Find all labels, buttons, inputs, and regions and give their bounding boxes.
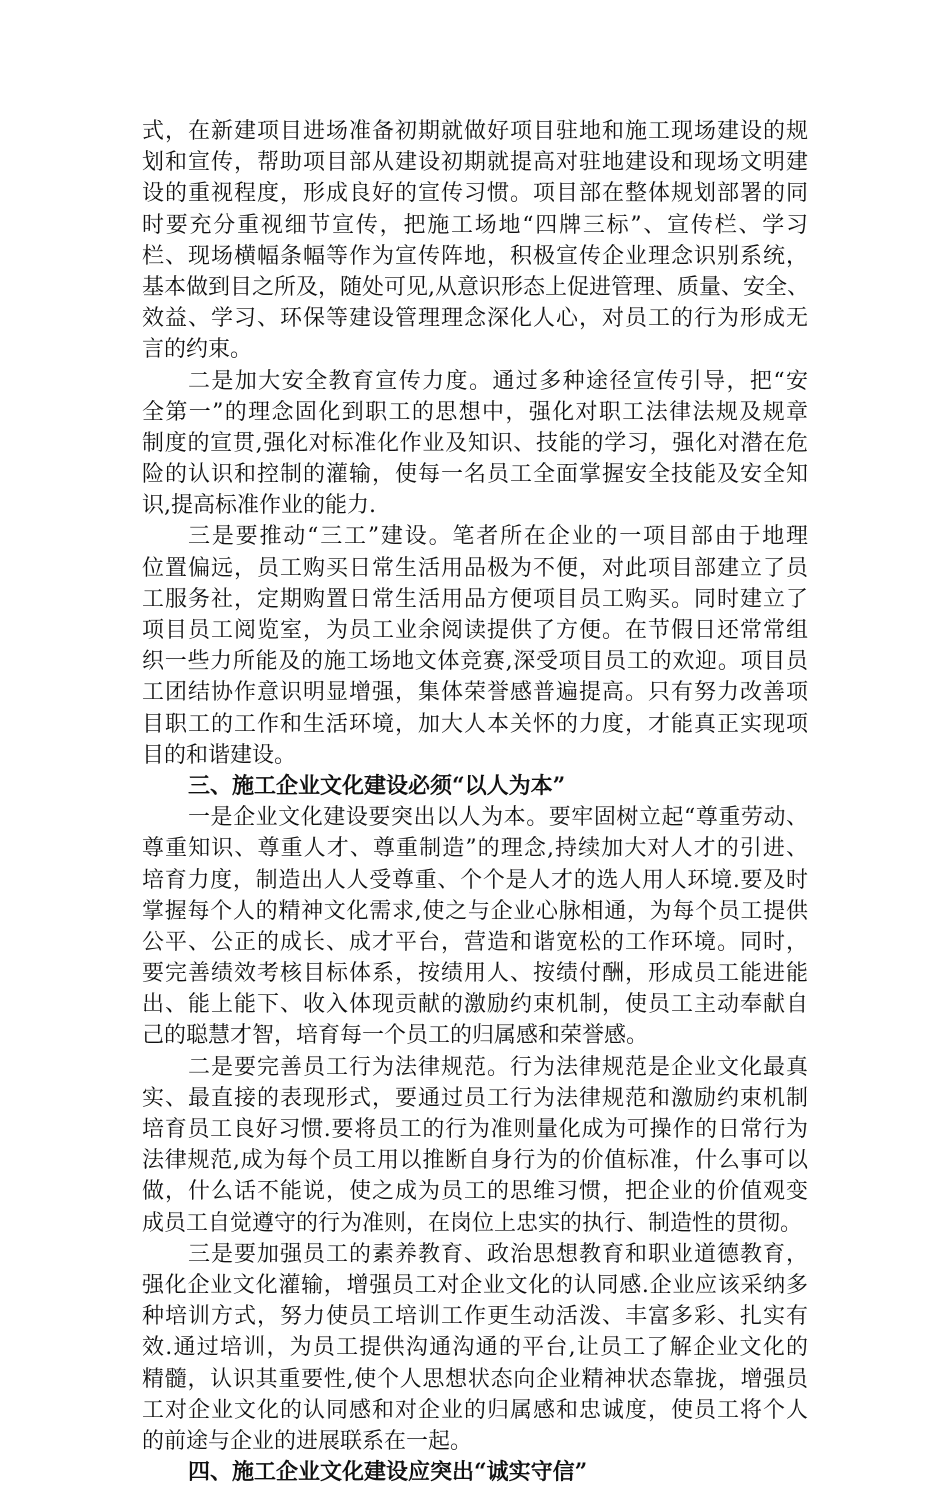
text-line: 栏、现场横幅条幅等作为宣传阵地，积极宣传企业理念识别系统， (142, 243, 808, 269)
section-heading (142, 771, 808, 802)
text-line: 织一些力所能及的施工场地文体竞赛,深受项目员工的欢迎。项目员 (142, 649, 808, 675)
document-page (142, 116, 808, 1488)
text-line: 项目员工阅览室，为员工业余阅读提供了方便。在节假日还常常组 (142, 618, 808, 643)
text-line: 工对企业文化的认同感和对企业的归属感和忠诚度，使员工将个人 (142, 1397, 808, 1423)
text-line: 实、最直接的表现形式，要通过员工行为法律规范和激励约束机制 (142, 1085, 808, 1111)
text-line: 基本做到目之所及，随处可见,从意识形态上促进管理、质量、安全、 (142, 274, 809, 300)
paragraph (142, 1239, 808, 1457)
text-line: 三是要加强员工的素养教育、政治思想教育和职业道德教育， (188, 1241, 808, 1267)
text-line: 一是企业文化建设要突出以人为本。要牢固树立起“尊重劳动、 (188, 805, 808, 831)
text-line: 目职工的工作和生活环境，加大人本关怀的力度，才能真正实现项 (142, 711, 808, 737)
text-line: 精髓，认识其重要性,使个人思想状态向企业精神状态靠拢，增强员 (142, 1366, 808, 1392)
text-line: 目的和谐建设。 (142, 742, 297, 768)
text-line: 法律规范,成为每个员工用以推断自身行为的价值标准，什么事可以 (142, 1148, 808, 1174)
paragraph (142, 521, 808, 771)
text-line: 二是加大安全教育宣传力度。通过多种途径宣传引导，把“安 (188, 368, 808, 394)
text-line: 三是要推动“三工”建设。笔者所在企业的一项目部由于地理 (188, 524, 808, 550)
text-line: 公平、公正的成长、成才平台，营造和谐宽松的工作环境。同时， (142, 929, 808, 955)
text-line: 工团结协作意识明显增强，集体荣誉感普遍提高。只有努力改善项 (142, 680, 808, 706)
text-line: 言的约束。 (142, 337, 253, 363)
text-line: 要完善绩效考核目标体系，按绩用人、按绩付酬，形成员工能进能 (142, 961, 808, 987)
text-line: 设的重视程度，形成良好的宣传习惯。项目部在整体规划部署的同 (142, 181, 808, 207)
heading-text: 四、施工企业文化建设应突出“诚实守信” (188, 1459, 588, 1486)
text-line: 位置偏远，员工购买日常生活用品极为不便，对此项目部建立了员 (142, 555, 808, 581)
text-line: 培育员工良好习惯.要将员工的行为准则量化成为可操作的日常行为 (142, 1117, 808, 1142)
text-line: 培育力度，制造出人人受尊重、个个是人才的选人用人环境.要及时 (142, 867, 808, 893)
text-line: 种培训方式，努力使员工培训工作更生动活泼、丰富多彩、扎实有 (142, 1304, 808, 1330)
text-line: 出、能上能下、收入体现贡献的激励约束机制，使员工主动奉献自 (142, 992, 808, 1018)
paragraph (142, 802, 808, 1052)
paragraph (142, 366, 808, 522)
text-line: 险的认识和控制的灌输，使每一名员工全面掌握安全技能及安全知 (142, 462, 808, 488)
text-line: 识,提高标准作业的能力. (142, 493, 376, 519)
text-line: 做，什么话不能说，使之成为员工的思维习惯，把企业的价值观变 (142, 1179, 808, 1205)
text-line: 强化企业文化灌输，增强员工对企业文化的认同感.企业应该采纳多 (142, 1272, 808, 1298)
text-line: 成员工自觉遵守的行为准则，在岗位上忠实的执行、制造性的贯彻。 (142, 1210, 803, 1236)
text-line: 全第一”的理念固化到职工的思想中，强化对职工法律法规及规章 (142, 399, 808, 425)
text-line: 时要充分重视细节宣传，把施工场地“四牌三标”、宣传栏、学习 (142, 212, 808, 238)
text-line: 的前途与企业的进展联系在一起。 (142, 1428, 473, 1454)
heading-text: 三、施工企业文化建设必须“以人为本” (188, 772, 566, 799)
text-line: 己的聪慧才智，培育每一个员工的归属感和荣誉感。 (142, 1023, 649, 1049)
text-line: 效.通过培训，为员工提供沟通沟通的平台,让员工了解企业文化的 (142, 1335, 808, 1361)
paragraph (142, 1052, 808, 1239)
text-line: 尊重知识、尊重人才、尊重制造”的理念,持续加大对人才的引进、 (142, 836, 808, 862)
text-line: 掌握每个人的精神文化需求,使之与企业心脉相通，为每个员工提供 (142, 898, 808, 924)
text-line: 二是要完善员工行为法律规范。行为法律规范是企业文化最真 (188, 1054, 808, 1080)
text-line: 效益、学习、环保等建设管理理念深化人心，对员工的行为形成无 (142, 306, 808, 332)
text-line: 制度的宣贯,强化对标准化作业及知识、技能的学习，强化对潜在危 (142, 430, 808, 456)
text-line: 式，在新建项目进场准备初期就做好项目驻地和施工现场建设的规 (142, 119, 808, 144)
text-line: 划和宣传，帮助项目部从建设初期就提高对驻地建设和现场文明建 (142, 150, 808, 176)
paragraph (142, 116, 808, 366)
text-line: 工服务社，定期购置日常生活用品方便项目员工购买。同时建立了 (142, 586, 808, 612)
section-heading (142, 1457, 808, 1488)
